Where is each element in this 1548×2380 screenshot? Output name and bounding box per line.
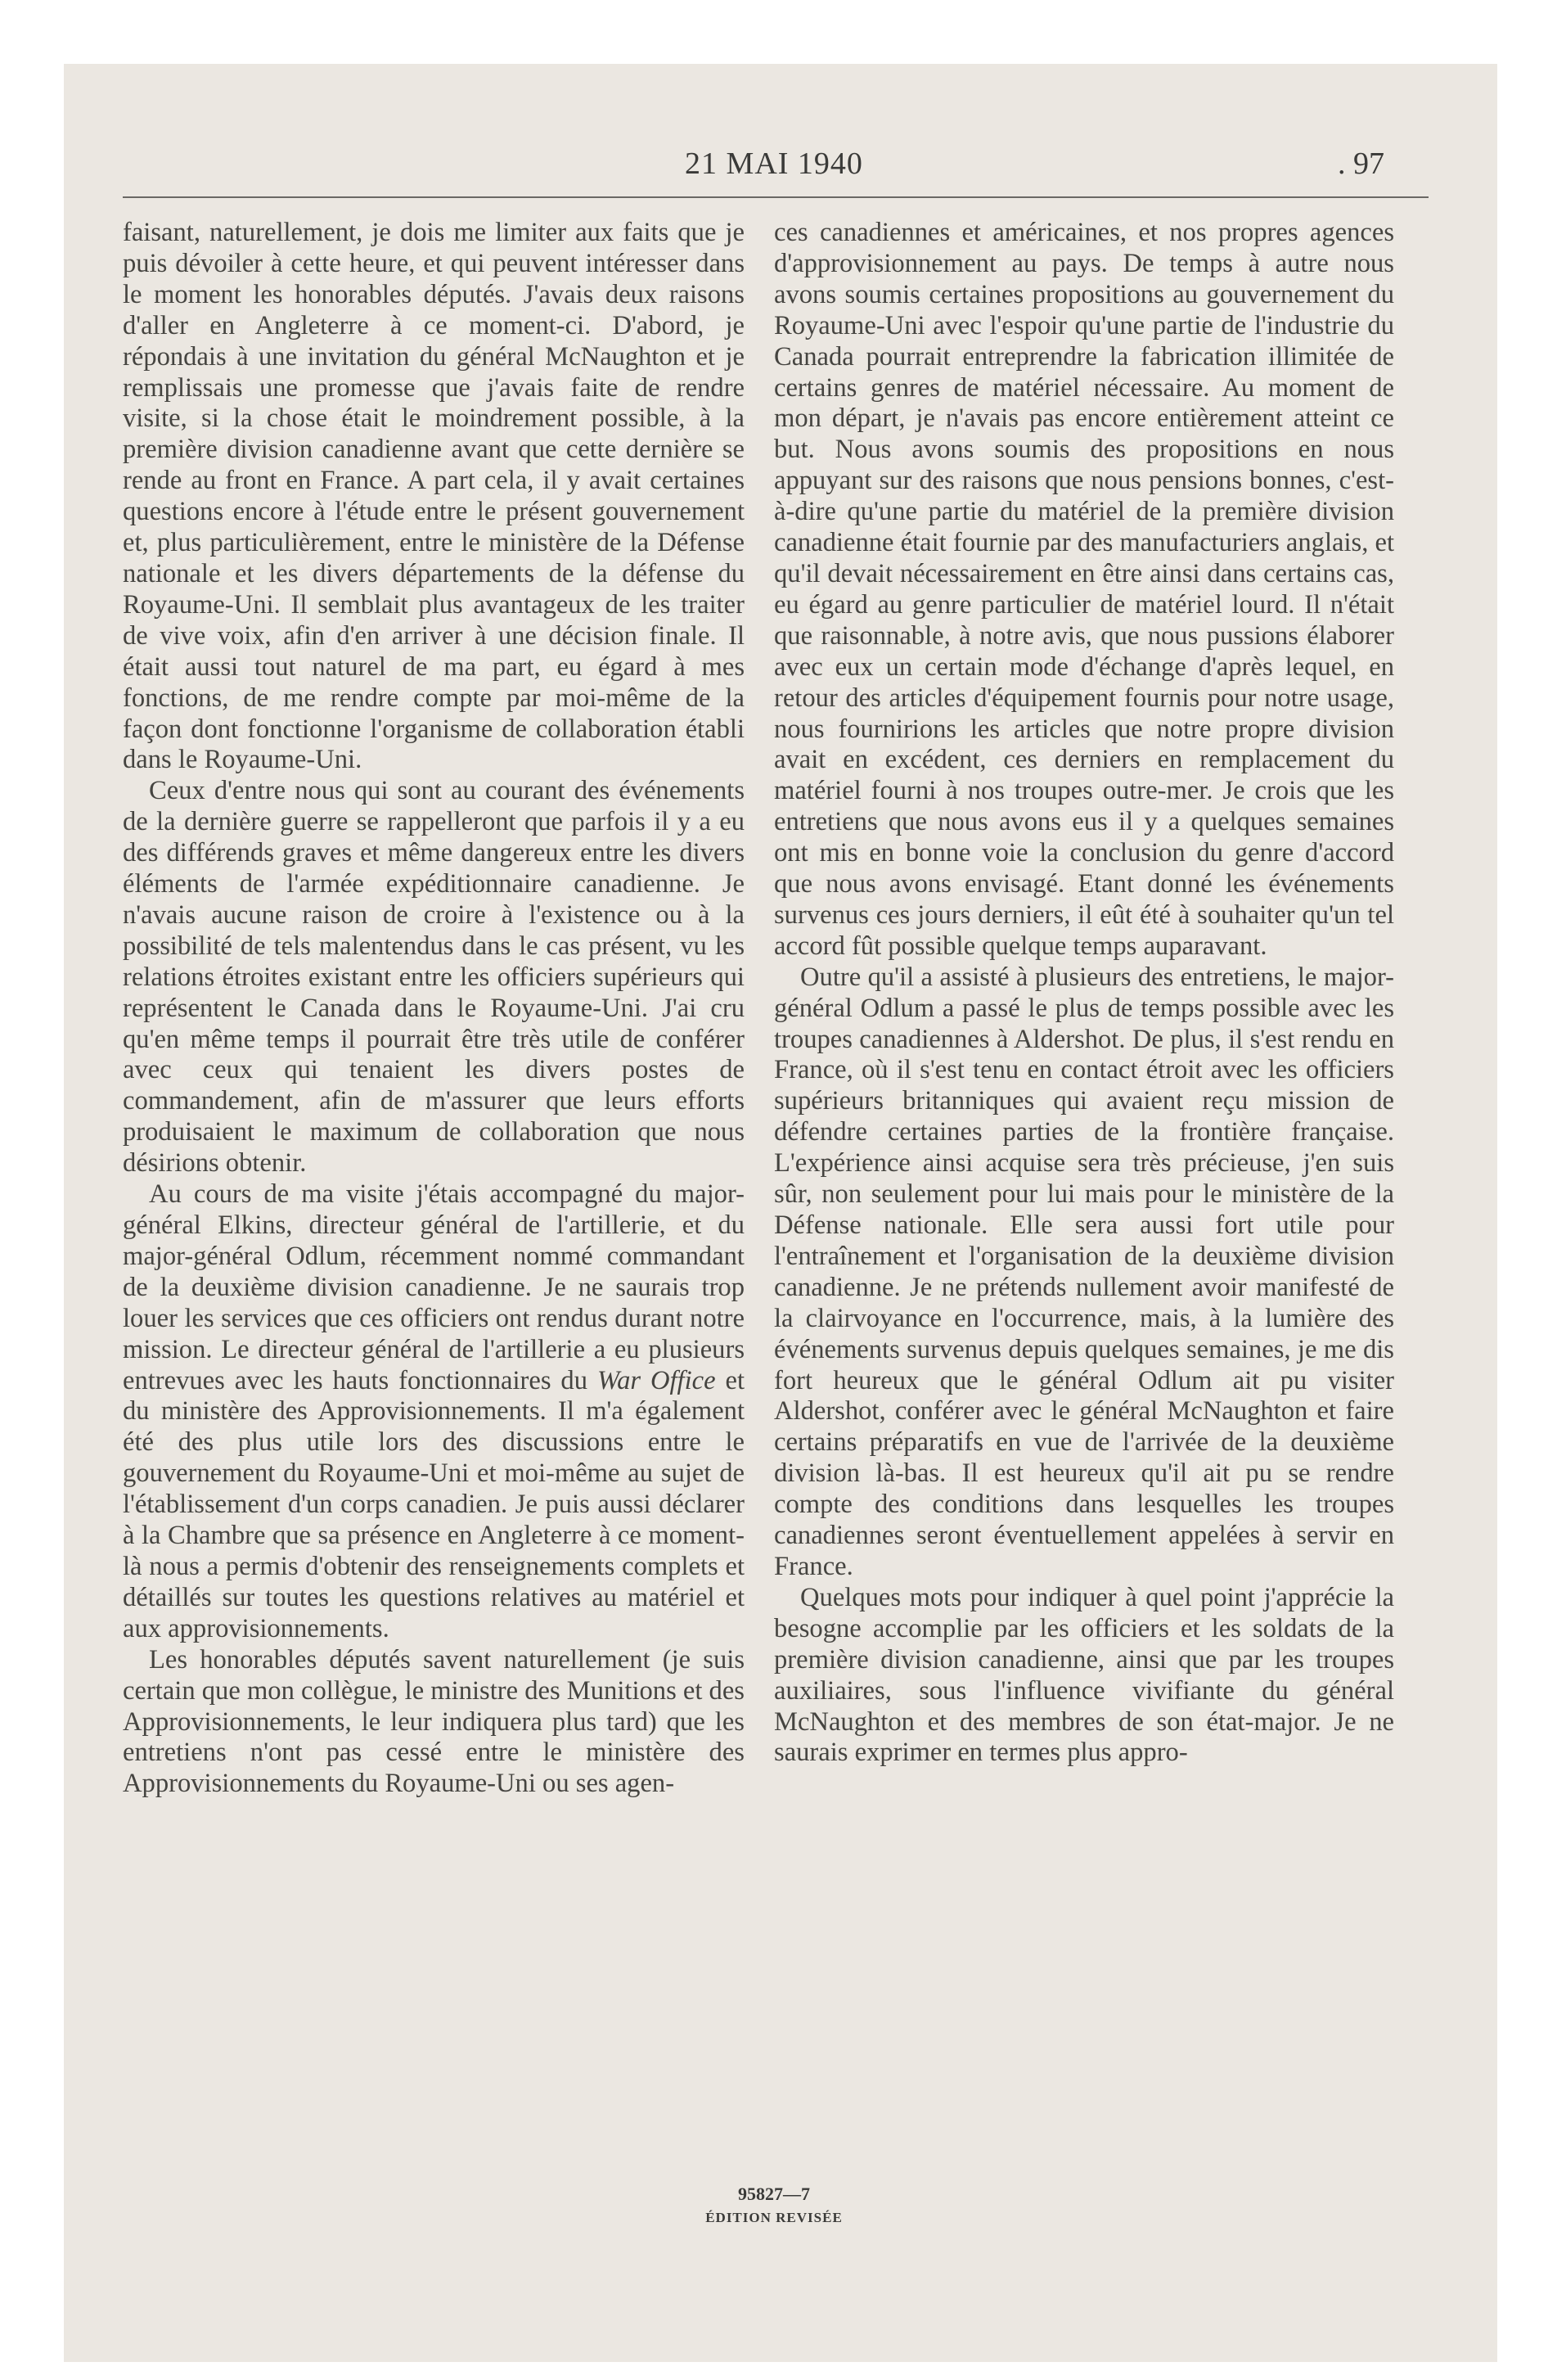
left-paragraph-3-start: Au cours de ma visite j'étais accompagné du major-général Elkins, directeur général de l'artillerie, et du major-général Odlum, récemment nommé commandant de la deuxième division canadienne. Je ne saurais trop louer les services que ces officiers ont rendus durant notre mission. Le directeur général de l'artillerie a eu plusieurs entrevues avec les hauts fonctionnaires du (123, 1179, 745, 1395)
right-paragraph-3: Quelques mots pour indiquer à quel point j'apprécie la besogne accomplie par les officiers et les soldats de la première division canadienne, ainsi que par les troupes auxiliaires, sous l'influence vivifiante du général McNaughton et des membres de son état-major. Je ne saurais exprimer en termes plus appro- (774, 1582, 1394, 1768)
left-paragraph-1: faisant, naturellement, je dois me limiter aux faits que je puis dévoiler à cette heure, et qui peuvent intéresser dans le moment les honorables députés. J'avais deux raisons d'aller en Angleterre à ce moment-ci. D'abord, je répondais à une invitation du général McNaughton et je remplissais une promesse que j'avais faite de rendre visite, si la chose était le moindrement possible, à la première division canadienne avant que cette dernière se rende au front en France. A part cela, il y avait certaines questions encore à l'étude entre le présent gouvernement et, plus particulièrement, entre le ministère de la Défense nationale et les divers départements de la défense du Royaume-Uni. Il semblait plus avantageux de les traiter de vive voix, afin d'en arriver à une décision finale. Il était aussi tout naturel de ma part, eu égard à mes fonctions, de me rendre compte par moi-même de la façon dont fonctionne l'organisme de collaboration établi dans le Royaume-Uni. (123, 218, 745, 775)
right-column (774, 218, 1394, 1769)
header-divider (123, 196, 1429, 198)
left-paragraph-4: Les honorables députés savent naturellement (je suis certain que mon collègue, le ministre des Munitions et des Approvisionnements, le leur indiquera plus tard) que les entretiens n'ont pas cessé entre le ministère des Approvisionnements du Royaume-Uni ou ses agen- (123, 1644, 745, 1799)
left-paragraph-3-end: et du ministère des Approvisionnements. Il m'a également été des plus utile lors des discussions entre le gouvernement du Royaume-Uni et moi-même au sujet de l'établissement d'un corps canadien. Je puis aussi déclarer à la Chambre que sa présence en Angleterre à ce moment-là nous a permis d'obtenir des renseignements complets et détaillés sur toutes les questions relatives au matériel et aux approvisionnements. (123, 1365, 745, 1643)
right-paragraph-1: ces canadiennes et américaines, et nos propres agences d'approvisionnement au pays. De temps à autre nous avons soumis certaines propositions au gouvernement du Royaume-Uni avec l'espoir qu'une partie de l'industrie du Canada pourrait entreprendre la fabrication illimitée de certains genres de matériel nécessaire. Au moment de mon départ, je n'avais pas encore entièrement atteint ce but. Nous avons soumis des propositions en nous appuyant sur des raisons que nous pensions bonnes, c'est-à-dire qu'une partie du matériel de la première division canadienne était fournie par des manufacturiers anglais, et qu'il devait nécessairement en être ainsi dans certains cas, eu égard au genre particulier de matériel lourd. Il n'était que raisonnable, à notre avis, que nous pussions élaborer avec eux un certain mode d'échange d'après lequel, en retour des articles d'équipement fournis pour notre usage, nous fournirions les articles que notre propre division avait en excédent, ces derniers en remplacement du matériel fourni à nos troupes outre-mer. Je crois que les entretiens que nous avons eus il y a quelques semaines ont mis en bonne voie la conclusion du genre d'accord que nous avons envisagé. Etant donné les événements survenus ces jours derniers, il eût été à souhaiter qu'un tel accord fût possible quelque temps auparavant. (774, 218, 1394, 961)
left-paragraph-3 (123, 1179, 745, 1645)
page-number: . 97 (1338, 146, 1384, 181)
left-paragraph-2: Ceux d'entre nous qui sont au courant des événements de la dernière guerre se rappelleront que parfois il y a eu des différends graves et même dangereux entre les divers éléments de l'armée expéditionnaire canadienne. Je n'avais aucune raison de croire à l'existence ou à la possibilité de tels malentendus dans le cas présent, vu les relations étroites existant entre les officiers supérieurs qui représentent le Canada dans le Royaume-Uni. J'ai cru qu'en même temps il pourrait être très utile de conférer avec ceux qui tenaient les divers postes de commandement, afin de m'assurer que leurs efforts produisaient le maximum de collaboration que nous désirions obtenir. (123, 776, 745, 1179)
right-paragraph-2: Outre qu'il a assisté à plusieurs des entretiens, le major-général Odlum a passé le plus de temps possible avec les troupes canadiennes à Aldershot. De plus, il s'est rendu en France, où il s'est tenu en contact étroit avec les officiers supérieurs britanniques qui avaient reçu mission de défendre certaines parties de la frontière française. L'expérience ainsi acquise sera très précieuse, j'en suis sûr, non seulement pour lui mais pour le ministère de la Défense nationale. Elle sera aussi fort utile pour l'entraînement et l'organisation de la deuxième division canadienne. Je ne prétends nullement avoir manifesté de la clairvoyance en l'occurrence, mais, à la lumière des événements survenus depuis quelques semaines, je me dis fort heureux que le général Odlum ait pu visiter Aldershot, conférer avec le général McNaughton et faire certains préparatifs en vue de l'arrivée de la deuxième division là-bas. Il est heureux qu'il ait pu se rendre compte des conditions dans lesquelles les troupes canadiennes seront éventuellement appelées à servir en France. (774, 962, 1394, 1581)
page-date-header: 21 MAI 1940 (685, 146, 863, 181)
edition-label: ÉDITION REVISÉE (705, 2210, 843, 2225)
war-office-italic: War Office (596, 1365, 716, 1395)
left-column (123, 218, 745, 1800)
print-code: 95827—7 (738, 2184, 810, 2204)
